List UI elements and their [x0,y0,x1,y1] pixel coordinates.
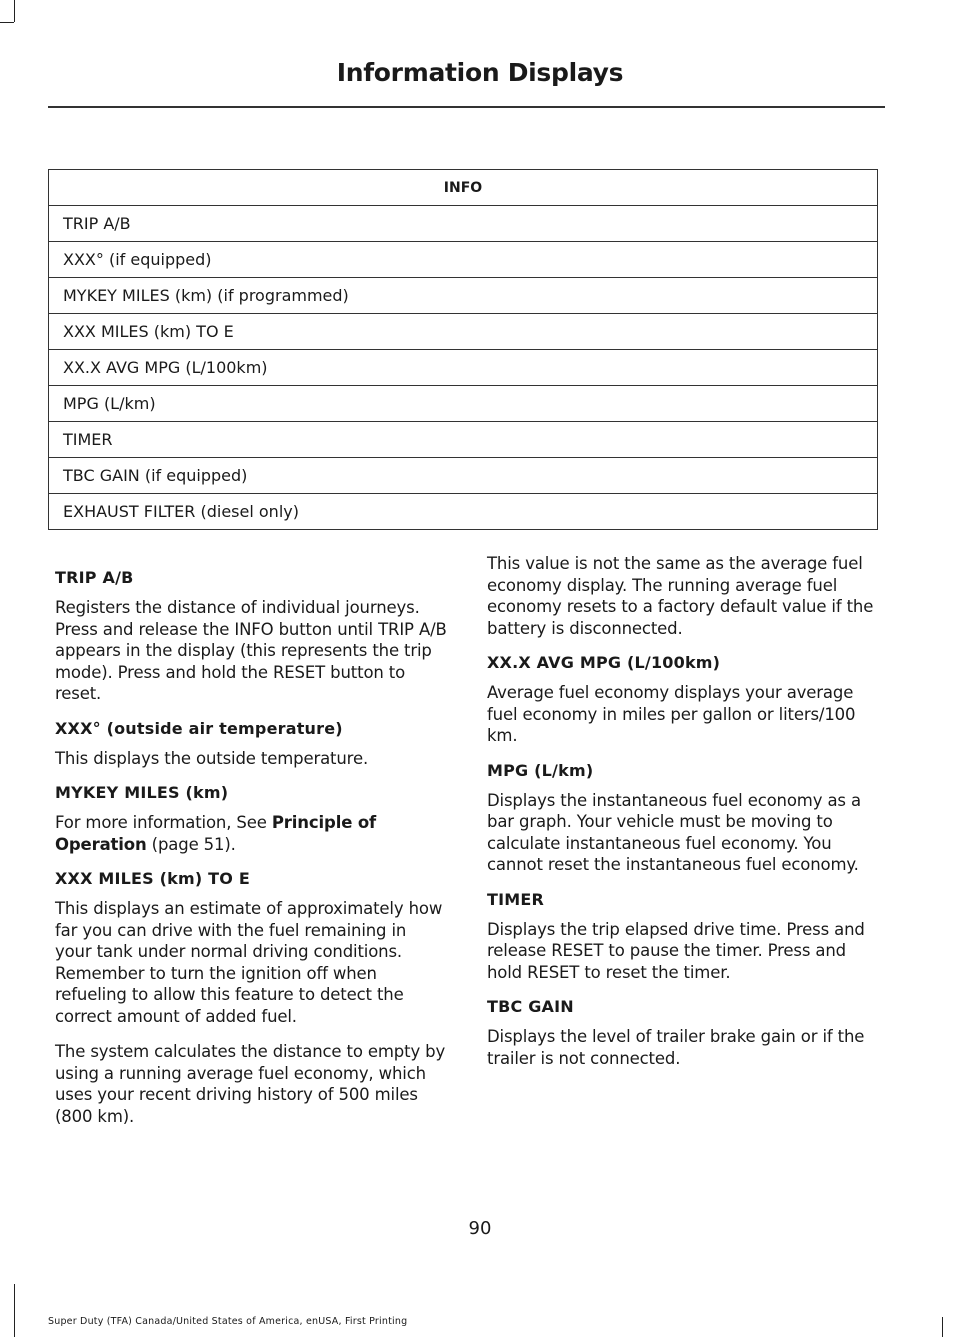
crop-mark [14,0,15,22]
tbc-body: Displays the level of trailer brake gain or if the trailer is not connected. [487,1027,865,1068]
table-cell: MPG (L/km) [49,386,878,422]
avg-body: Average fuel economy displays your average fuel economy in miles per gallon or liters/100 km. [487,683,856,745]
crop-mark [942,1317,943,1337]
table-cell: XXX° (if equipped) [49,242,878,278]
mykey-body-prefix: For more information, See [55,813,272,832]
dte-body-3: This value is not the same as the average fuel economy display. The running average fuel economy resets to a factory default value if the battery is disconnected. [487,554,874,638]
dte-body-2: The system calculates the distance to empty by using a running average fuel economy, which uses your recent driving history of 500 miles (800 km). [55,1042,446,1126]
right-column [487,553,879,1083]
table-cell: TBC GAIN (if equipped) [49,458,878,494]
timer-heading: TIMER [487,889,545,909]
footer-text: Super Duty (TFA) Canada/United States of America, enUSA, First Printing [48,1316,408,1327]
table-cell: TIMER [49,422,878,458]
mpg-heading: MPG (L/km) [487,760,594,780]
principle-of-operation-link[interactable]: Principle of Operation [55,813,377,854]
trip-heading: TRIP A/B [55,568,134,587]
left-column [55,568,447,1141]
table-row [49,206,878,242]
title-divider [48,106,885,108]
table-row [49,350,878,386]
table-row [49,278,878,314]
timer-body: Displays the trip elapsed drive time. Press and release RESET to pause the timer. Press and hold RESET to reset the timer. [487,919,865,982]
temp-heading: XXX° (outside air temperature) [55,718,343,738]
table-row [49,314,878,350]
crop-mark [0,22,14,23]
dte-heading: XXX MILES (km) TO E [55,869,250,888]
mpg-body: Displays the instantaneous fuel economy as a bar graph. Your vehicle must be moving to calculate instantaneous fuel economy. You cannot reset the instantaneous fuel economy. [487,790,861,874]
mykey-heading: MYKEY MILES (km) [55,783,229,802]
mykey-body [55,812,447,855]
avg-heading: XX.X AVG MPG (L/100km) [487,653,721,672]
table-cell: TRIP A/B [49,206,878,242]
table-row [49,242,878,278]
mykey-body-suffix: (page 51). [146,834,236,854]
page-number: 90 [468,1218,492,1239]
table-row [49,458,878,494]
table-cell: MYKEY MILES (km) (if programmed) [49,278,878,314]
table-row [49,494,878,530]
info-table [48,169,878,530]
table-row [49,386,878,422]
table-cell: EXHAUST FILTER (diesel only) [49,494,878,530]
table-cell: XX.X AVG MPG (L/100km) [49,350,878,386]
table-header: INFO [49,170,878,206]
table-row [49,422,878,458]
crop-mark [14,1284,15,1337]
table-cell: XXX MILES (km) TO E [49,314,878,350]
tbc-heading: TBC GAIN [487,997,574,1016]
temp-body: This displays the outside temperature. [55,748,369,768]
trip-body: Registers the distance of individual journeys. Press and release the INFO button until TRIP A/B appears in the display (this represents the trip mode). Press and hold the RESET button to reset. [55,598,447,703]
page-title: Information Displays [336,58,624,87]
dte-body-1: This displays an estimate of approximately how far you can drive with the fuel remaining in your tank under normal driving conditions. Remember to turn the ignition off when refueling to allow this feature to detect the correct amount of added fuel. [55,899,443,1026]
